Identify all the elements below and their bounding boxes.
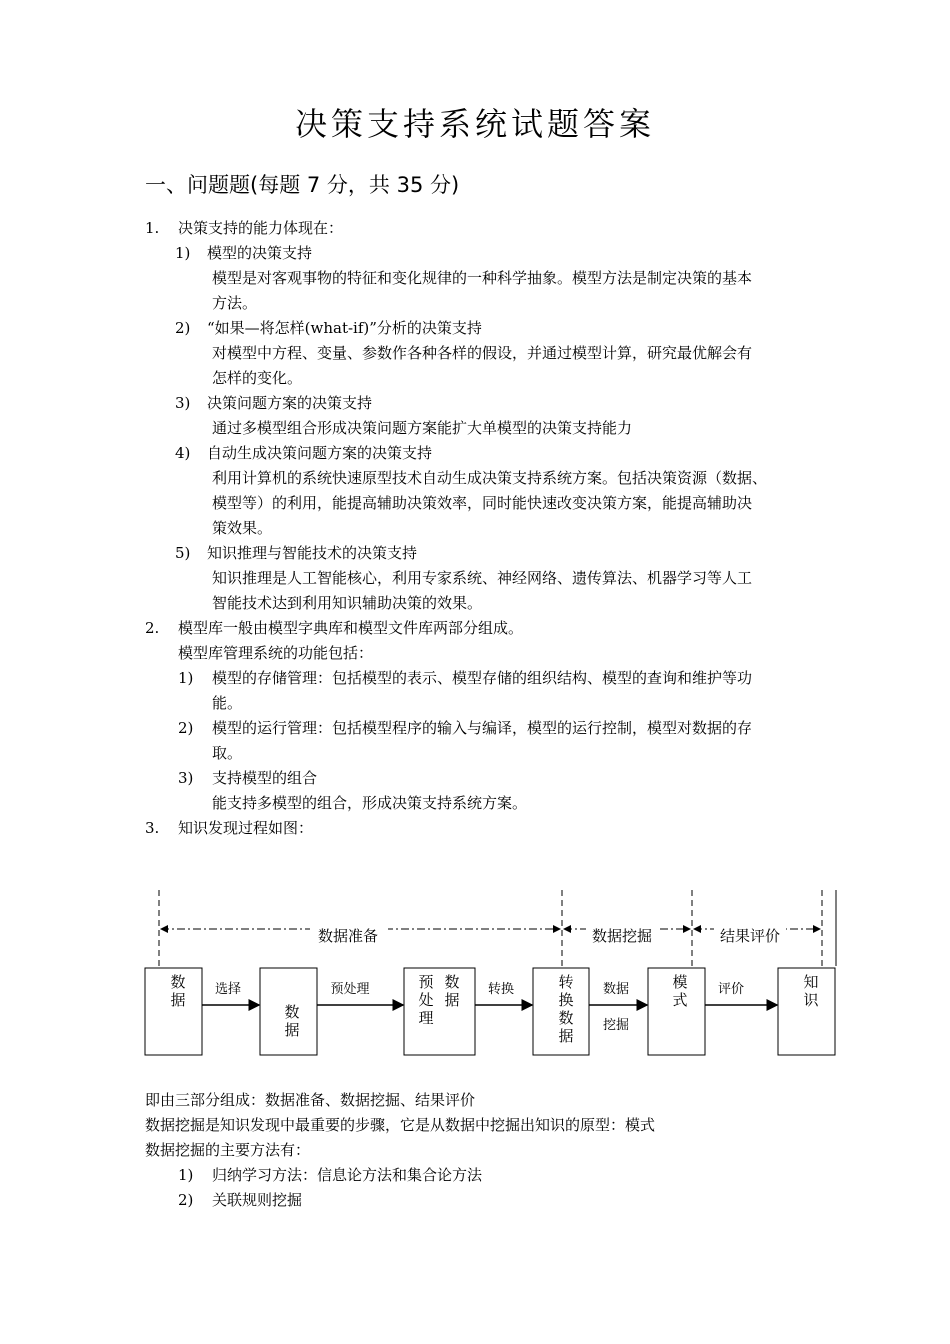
q1-item-body: 利用计算机的系统快速原型技术自动生成决策支持系统方案。包括决策资源（数据、 bbox=[212, 469, 768, 487]
arrow-label: 挖掘 bbox=[602, 1018, 630, 1033]
q1-item-title: 自动生成决策问题方案的决策支持 bbox=[207, 444, 433, 462]
phase-label: 结果评价 bbox=[719, 927, 781, 945]
box-label: 式 bbox=[672, 991, 688, 1009]
arrow-label: 转换 bbox=[487, 982, 515, 997]
q1-item-body: 模型等）的利用，能提高辅助决策效率，同时能快速改变决策方案，能提高辅助决 bbox=[212, 494, 753, 512]
method-num: 1) bbox=[178, 1166, 194, 1184]
method-text: 归纳学习方法：信息论方法和集合论方法 bbox=[212, 1166, 483, 1184]
q1-text: 决策支持的能力体现在： bbox=[178, 219, 344, 237]
summary-line: 即由三部分组成：数据准备、数据挖掘、结果评价 bbox=[145, 1091, 476, 1109]
q1-item-body: 智能技术达到利用知识辅助决策的效果。 bbox=[212, 594, 483, 612]
section-heading: 一、问题题(每题 7 分，共 35 分) bbox=[145, 173, 460, 197]
box-label: 数 bbox=[444, 973, 460, 991]
box-label: 理 bbox=[418, 1009, 434, 1027]
q2-item-num: 3) bbox=[178, 769, 194, 787]
q2-item-line: 模型的存储管理：包括模型的表示、模型存储的组织结构、模型的查询和维护等功 bbox=[212, 669, 753, 687]
q1-number: 1. bbox=[145, 219, 160, 237]
q1-item-num: 5) bbox=[175, 544, 191, 562]
q1-item-title: 决策问题方案的决策支持 bbox=[207, 394, 373, 412]
q1-item-title: 知识推理与智能技术的决策支持 bbox=[207, 544, 418, 562]
phase-label: 数据准备 bbox=[317, 927, 379, 945]
q1-item-body: 怎样的变化。 bbox=[212, 369, 303, 387]
q1-item-body: 方法。 bbox=[212, 294, 258, 312]
box-label: 数 bbox=[558, 1009, 574, 1027]
arrow-label: 数据 bbox=[602, 982, 630, 997]
method-text: 关联规则挖掘 bbox=[212, 1191, 303, 1209]
box-label: 识 bbox=[803, 991, 819, 1009]
summary-line: 数据挖掘的主要方法有： bbox=[145, 1141, 311, 1159]
q1-item-body: 模型是对客观事物的特征和变化规律的一种科学抽象。模型方法是制定决策的基本 bbox=[212, 269, 753, 287]
box-label: 数 bbox=[170, 973, 186, 991]
q1-item-title: “如果—将怎样(what-if)”分析的决策支持 bbox=[207, 319, 482, 337]
q1-item-num: 1) bbox=[175, 244, 191, 262]
method-num: 2) bbox=[178, 1191, 194, 1209]
q3-number: 3. bbox=[145, 819, 160, 837]
box-label: 数 bbox=[284, 1003, 300, 1021]
arrow-label: 选择 bbox=[214, 982, 242, 997]
q2-number: 2. bbox=[145, 619, 160, 637]
q2-text: 模型库一般由模型字典库和模型文件库两部分组成。 bbox=[178, 619, 524, 637]
q2-item-num: 1) bbox=[178, 669, 194, 687]
box-label: 转 bbox=[558, 973, 574, 991]
knowledge-discovery-diagram bbox=[140, 886, 840, 1066]
box-label: 据 bbox=[170, 991, 186, 1009]
box-label: 据 bbox=[558, 1027, 574, 1045]
q1-item-body: 知识推理是人工智能核心，利用专家系统、神经网络、遗传算法、机器学习等人工 bbox=[212, 569, 753, 587]
q2-item-line: 能。 bbox=[212, 694, 243, 712]
page-title: 决策支持系统试题答案 bbox=[294, 105, 655, 143]
q1-item-num: 3) bbox=[175, 394, 191, 412]
q2-item-line: 取。 bbox=[212, 744, 243, 762]
box-label: 预 bbox=[418, 973, 434, 991]
box-label: 据 bbox=[284, 1021, 300, 1039]
q2-subtext: 模型库管理系统的功能包括： bbox=[178, 644, 374, 662]
arrow-label: 预处理 bbox=[330, 982, 370, 997]
q2-item-line: 支持模型的组合 bbox=[212, 769, 318, 787]
q2-item-num: 2) bbox=[178, 719, 194, 737]
box-label: 模 bbox=[672, 973, 688, 991]
q3-text: 知识发现过程如图： bbox=[178, 819, 314, 837]
q1-item-body: 对模型中方程、变量、参数作各种各样的假设，并通过模型计算，研究最优解会有 bbox=[212, 344, 753, 362]
box-label: 换 bbox=[558, 991, 574, 1009]
arrow-label: 评价 bbox=[717, 982, 745, 997]
q1-item-num: 4) bbox=[175, 444, 191, 462]
q2-item-line: 模型的运行管理：包括模型程序的输入与编译，模型的运行控制，模型对数据的存 bbox=[212, 719, 753, 737]
q1-item-num: 2) bbox=[175, 319, 191, 337]
box-label: 处 bbox=[418, 991, 434, 1009]
box-label: 知 bbox=[803, 973, 819, 991]
q1-item-body: 通过多模型组合形成决策问题方案能扩大单模型的决策支持能力 bbox=[212, 419, 633, 437]
box-label: 据 bbox=[444, 991, 460, 1009]
box-preprocessed-data bbox=[404, 968, 475, 1055]
q1-item-body: 策效果。 bbox=[212, 519, 273, 537]
q2-item-line: 能支持多模型的组合，形成决策支持系统方案。 bbox=[212, 794, 528, 812]
phase-label: 数据挖掘 bbox=[591, 927, 653, 945]
summary-line: 数据挖掘是知识发现中最重要的步骤，它是从数据中挖掘出知识的原型：模式 bbox=[145, 1116, 656, 1134]
q1-item-title: 模型的决策支持 bbox=[207, 244, 313, 262]
